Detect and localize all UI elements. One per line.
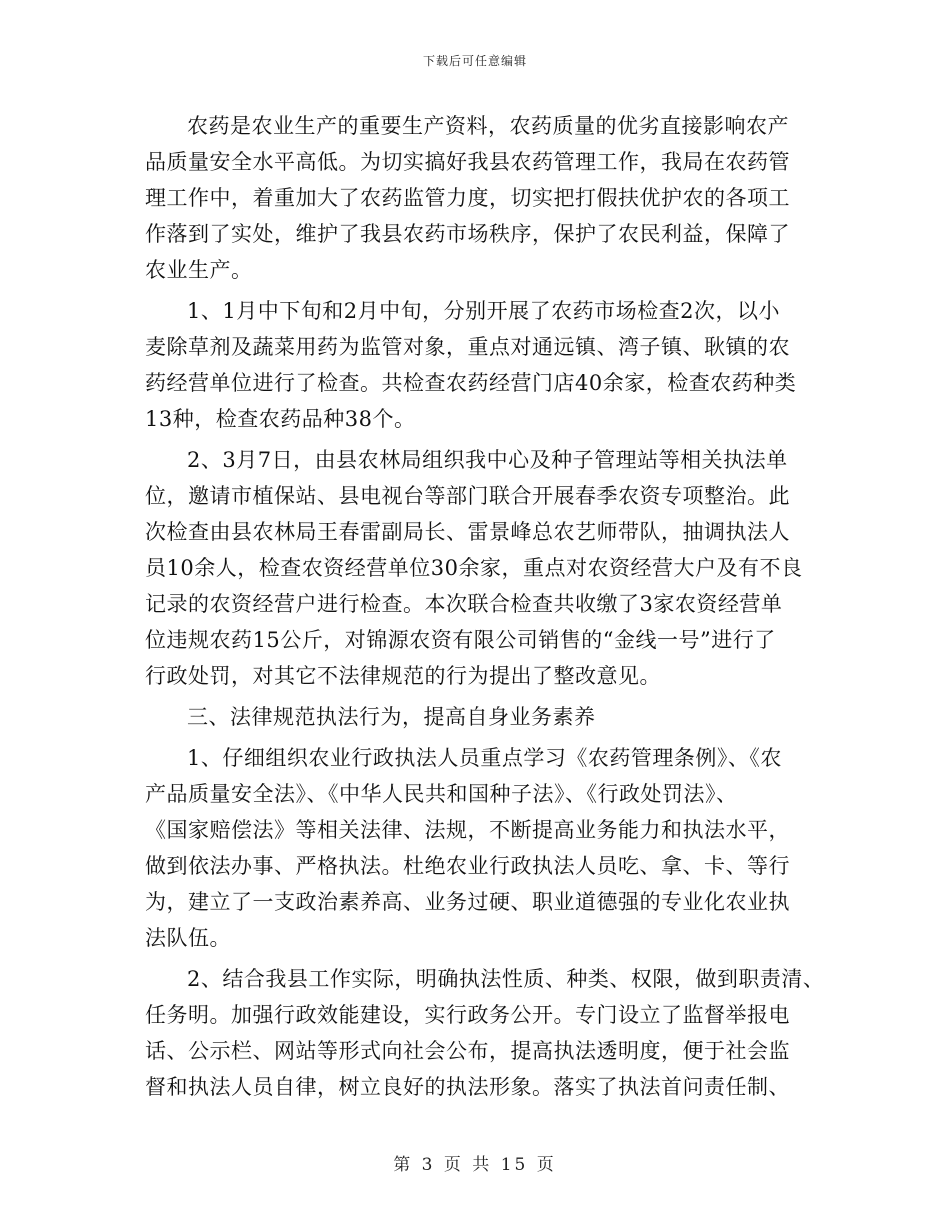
paragraph [145,740,825,956]
page-header: 下载后可任意编辑 [422,54,527,68]
text-line: 行政处罚，对其它不法律规范的行为提出了整改意见。 [145,664,661,688]
page-footer: 第 3 页 共 15 页 [393,1155,557,1175]
paragraph [145,293,825,437]
paragraph [145,442,825,694]
text-line: 为，建立了一支政治素养高、业务过硬、职业道德强的专业化农业执 [145,890,790,914]
document-body [145,108,825,1105]
text-line: 农业生产。 [145,258,253,282]
text-line: 《国家赔偿法》等相关法律、法规，不断提高业务能力和执法水平， [145,818,790,842]
text-line: 品质量安全水平高低。为切实搞好我县农药管理工作，我局在农药管 [145,150,790,174]
text-line: 话、公示栏、网站等形式向社会公布，提高执法透明度，便于社会监 [145,1039,790,1063]
text-line: 药经营单位进行了检查。共检查农药经营门店40余家，检查农药种类 [145,371,797,395]
text-line: 1、1月中下旬和2月中旬，分别开展了农药市场检查2次，以小 [187,299,780,323]
text-line: 做到依法办事、严格执法。杜绝农业行政执法人员吃、拿、卡、等行 [145,854,790,878]
text-line: 2、3月7日，由县农林局组织我中心及种子管理站等相关执法单 [187,448,788,472]
paragraph [145,108,825,288]
text-line: 13种，检查农药品种38个。 [145,407,416,431]
text-line: 任务明。加强行政效能建设，实行政务公开。专门设立了监督举报电 [145,1003,790,1027]
text-line: 产品质量安全法》、《中华人民共和国种子法》、《行政处罚法》、 [145,782,738,806]
text-line: 作落到了实处，维护了我县农药市场秩序，保护了农民利益，保障了 [145,222,790,246]
text-line: 麦除草剂及蔬菜用药为监管对象，重点对通远镇、湾子镇、耿镇的农 [145,335,790,359]
text-line: 位，邀请市植保站、县电视台等部门联合开展春季农资专项整治。此 [145,484,790,508]
text-line: 2、结合我县工作实际，明确执法性质、种类、权限，做到职责清、 [187,967,825,991]
text-line: 1、仔细组织农业行政执法人员重点学习《农药管理条例》、《农 [187,746,782,770]
text-line: 三、法律规范执法行为，提高自身业务素养 [187,705,596,729]
text-line: 督和执法人员自律，树立良好的执法形象。落实了执法首问责任制、 [145,1075,790,1099]
text-line: 位违规农药15公斤，对锦源农资有限公司销售的“金线一号”进行了 [145,628,776,652]
text-line: 理工作中，着重加大了农药监管力度，切实把打假扶优护农的各项工 [145,186,790,210]
text-line: 员10余人，检查农资经营单位30余家，重点对农资经营大户及有不良 [145,556,803,580]
section-heading [145,699,825,735]
paragraph [145,961,825,1105]
text-line: 次检查由县农林局王春雷副局长、雷景峰总农艺师带队，抽调执法人 [145,520,790,544]
text-line: 法队伍。 [145,926,231,950]
text-line: 记录的农资经营户进行检查。本次联合检查共收缴了3家农资经营单 [145,592,783,616]
text-line: 农药是农业生产的重要生产资料，农药质量的优劣直接影响农产 [187,114,789,138]
